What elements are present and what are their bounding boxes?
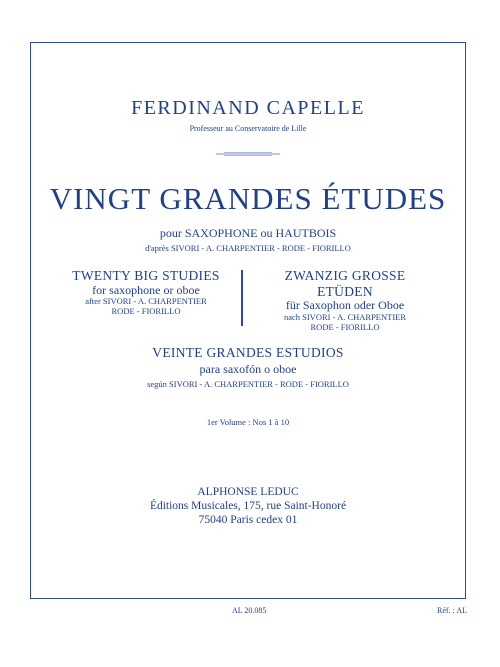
column-divider (241, 270, 243, 326)
volume-label: 1er Volume : Nos 1 à 10 (206, 417, 290, 427)
plate-number: AL 20.085 (232, 606, 267, 615)
english-credit-line1: after SIVORI - A. CHARPENTIER (85, 296, 207, 307)
english-credit-line2: RODE - FIORILLO (111, 306, 181, 317)
german-credit-line2: RODE - FIORILLO (310, 321, 380, 332)
english-title: TWENTY BIG STUDIES (72, 268, 220, 283)
reference-label: Réf. : AL (437, 606, 467, 615)
publisher-block (30, 486, 466, 527)
english-block (66, 268, 226, 317)
publisher-name: ALPHONSE LEDUC (197, 486, 299, 498)
publisher-address-line1: Éditions Musicales, 175, rue Saint-Honoré (149, 499, 347, 512)
ornament-rule (216, 151, 280, 157)
subtitle: pour SAXOPHONE ou HAUTBOIS (159, 226, 337, 240)
author-title: Professeur au Conservatoire de Lille (189, 124, 307, 133)
english-subtitle: for saxophone or oboe (92, 282, 200, 297)
author-name: FERDINAND CAPELLE (131, 97, 365, 119)
german-credit-line1: nach SIVORI - A. CHARPENTIER (283, 311, 407, 322)
german-title: ZWANZIG GROSSE ETÜDEN (284, 268, 406, 299)
german-subtitle: für Saxophon oder Oboe (285, 298, 405, 313)
arrangement-credit-fr: d'après SIVORI - A. CHARPENTIER - RODE - FIORILLO (145, 243, 351, 253)
spanish-credit: según SIVORI - A. CHARPENTIER - RODE - FIORILLO (147, 379, 349, 389)
publisher-address-line2: 75040 Paris cedex 01 (198, 513, 298, 526)
german-block (260, 268, 430, 332)
main-title: VINGT GRANDES ÉTUDES (49, 181, 447, 216)
spanish-subtitle: para saxofón o oboe (199, 362, 297, 376)
spanish-title: VEINTE GRANDES ESTUDIOS (152, 345, 344, 360)
